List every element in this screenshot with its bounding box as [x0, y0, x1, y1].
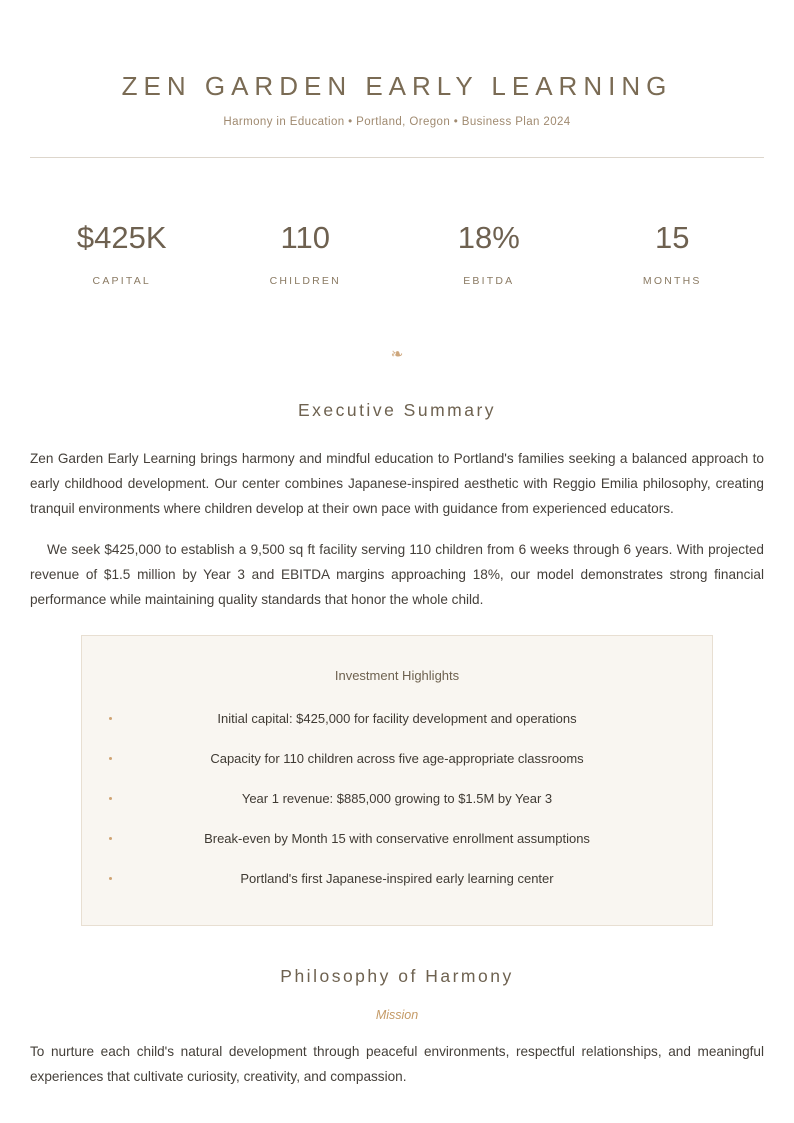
- list-item-text: Capacity for 110 children across five age-appropriate classrooms: [210, 750, 584, 766]
- mission-subheading: Mission: [375, 1008, 419, 1022]
- stat-label: CHILDREN: [269, 275, 341, 287]
- bullet-dot-icon: [109, 717, 112, 720]
- stat-months: [581, 222, 765, 287]
- philosophy-section: [30, 965, 764, 1090]
- page-subtitle: Harmony in Education • Portland, Oregon • Business Plan 2024: [223, 116, 571, 128]
- list-item: [108, 711, 686, 726]
- bullet-dot-icon: [109, 877, 112, 880]
- stat-value: $425K: [76, 220, 167, 255]
- bullet-dot-icon: [109, 797, 112, 800]
- list-item-text: Break-even by Month 15 with conservative enrollment assumptions: [204, 830, 590, 846]
- stat-value: 110: [280, 220, 330, 255]
- stat-capital: [30, 222, 214, 287]
- stat-label: EBITDA: [463, 275, 515, 287]
- investment-highlights-title: Investment Highlights: [334, 667, 460, 683]
- stat-label: CAPITAL: [92, 275, 151, 287]
- investment-highlights-list: [108, 711, 686, 886]
- list-item: [108, 791, 686, 806]
- executive-summary-section: [30, 402, 764, 926]
- bullet-dot-icon: [109, 757, 112, 760]
- header-divider: [30, 157, 764, 158]
- stat-value: 18%: [457, 220, 520, 255]
- list-item-text: Portland's first Japanese-inspired early learning center: [240, 870, 554, 886]
- list-item: [108, 751, 686, 766]
- stat-ebitda: [397, 222, 581, 287]
- list-item: [108, 831, 686, 846]
- list-item-text: Initial capital: $425,000 for facility development and operations: [217, 710, 577, 726]
- stat-label: MONTHS: [642, 275, 702, 287]
- executive-summary-paragraph-1: Zen Garden Early Learning brings harmony and mindful education to Portland's families seeking a balanced approach to early childhood development. Our center combines Japanese-inspired aesthetic with Reggio Emilia philosophy, creating tranquil environments where children develop at their own pace with guidance from experienced educators.: [30, 450, 764, 516]
- stats-row: [30, 222, 764, 287]
- document-header: [30, 73, 764, 128]
- mission-paragraph: To nurture each child's natural development through peaceful environments, respectful relationships, and meaningful experiences that cultivate curiosity, creativity, and compassion.: [30, 1044, 764, 1084]
- bullet-dot-icon: [109, 837, 112, 840]
- stat-children: [214, 222, 398, 287]
- stat-value: 15: [655, 220, 690, 255]
- leaf-ornament-icon: ❧: [390, 346, 404, 363]
- page-title: ZEN GARDEN EARLY LEARNING: [121, 71, 673, 101]
- list-item: [108, 871, 686, 886]
- executive-summary-paragraph-2: We seek $425,000 to establish a 9,500 sq ft facility serving 110 children from 6 weeks through 6 years. With projected revenue of $1.5 million by Year 3 and EBITDA margins approaching 18%, our model demonstrates strong financial performance while maintaining quality standards that honor the whole child.: [30, 541, 764, 607]
- section-heading-executive-summary: Executive Summary: [297, 400, 497, 420]
- investment-highlights-box: [81, 635, 713, 926]
- list-item-text: Year 1 revenue: $885,000 growing to $1.5M by Year 3: [241, 790, 553, 806]
- section-heading-philosophy: Philosophy of Harmony: [280, 965, 514, 986]
